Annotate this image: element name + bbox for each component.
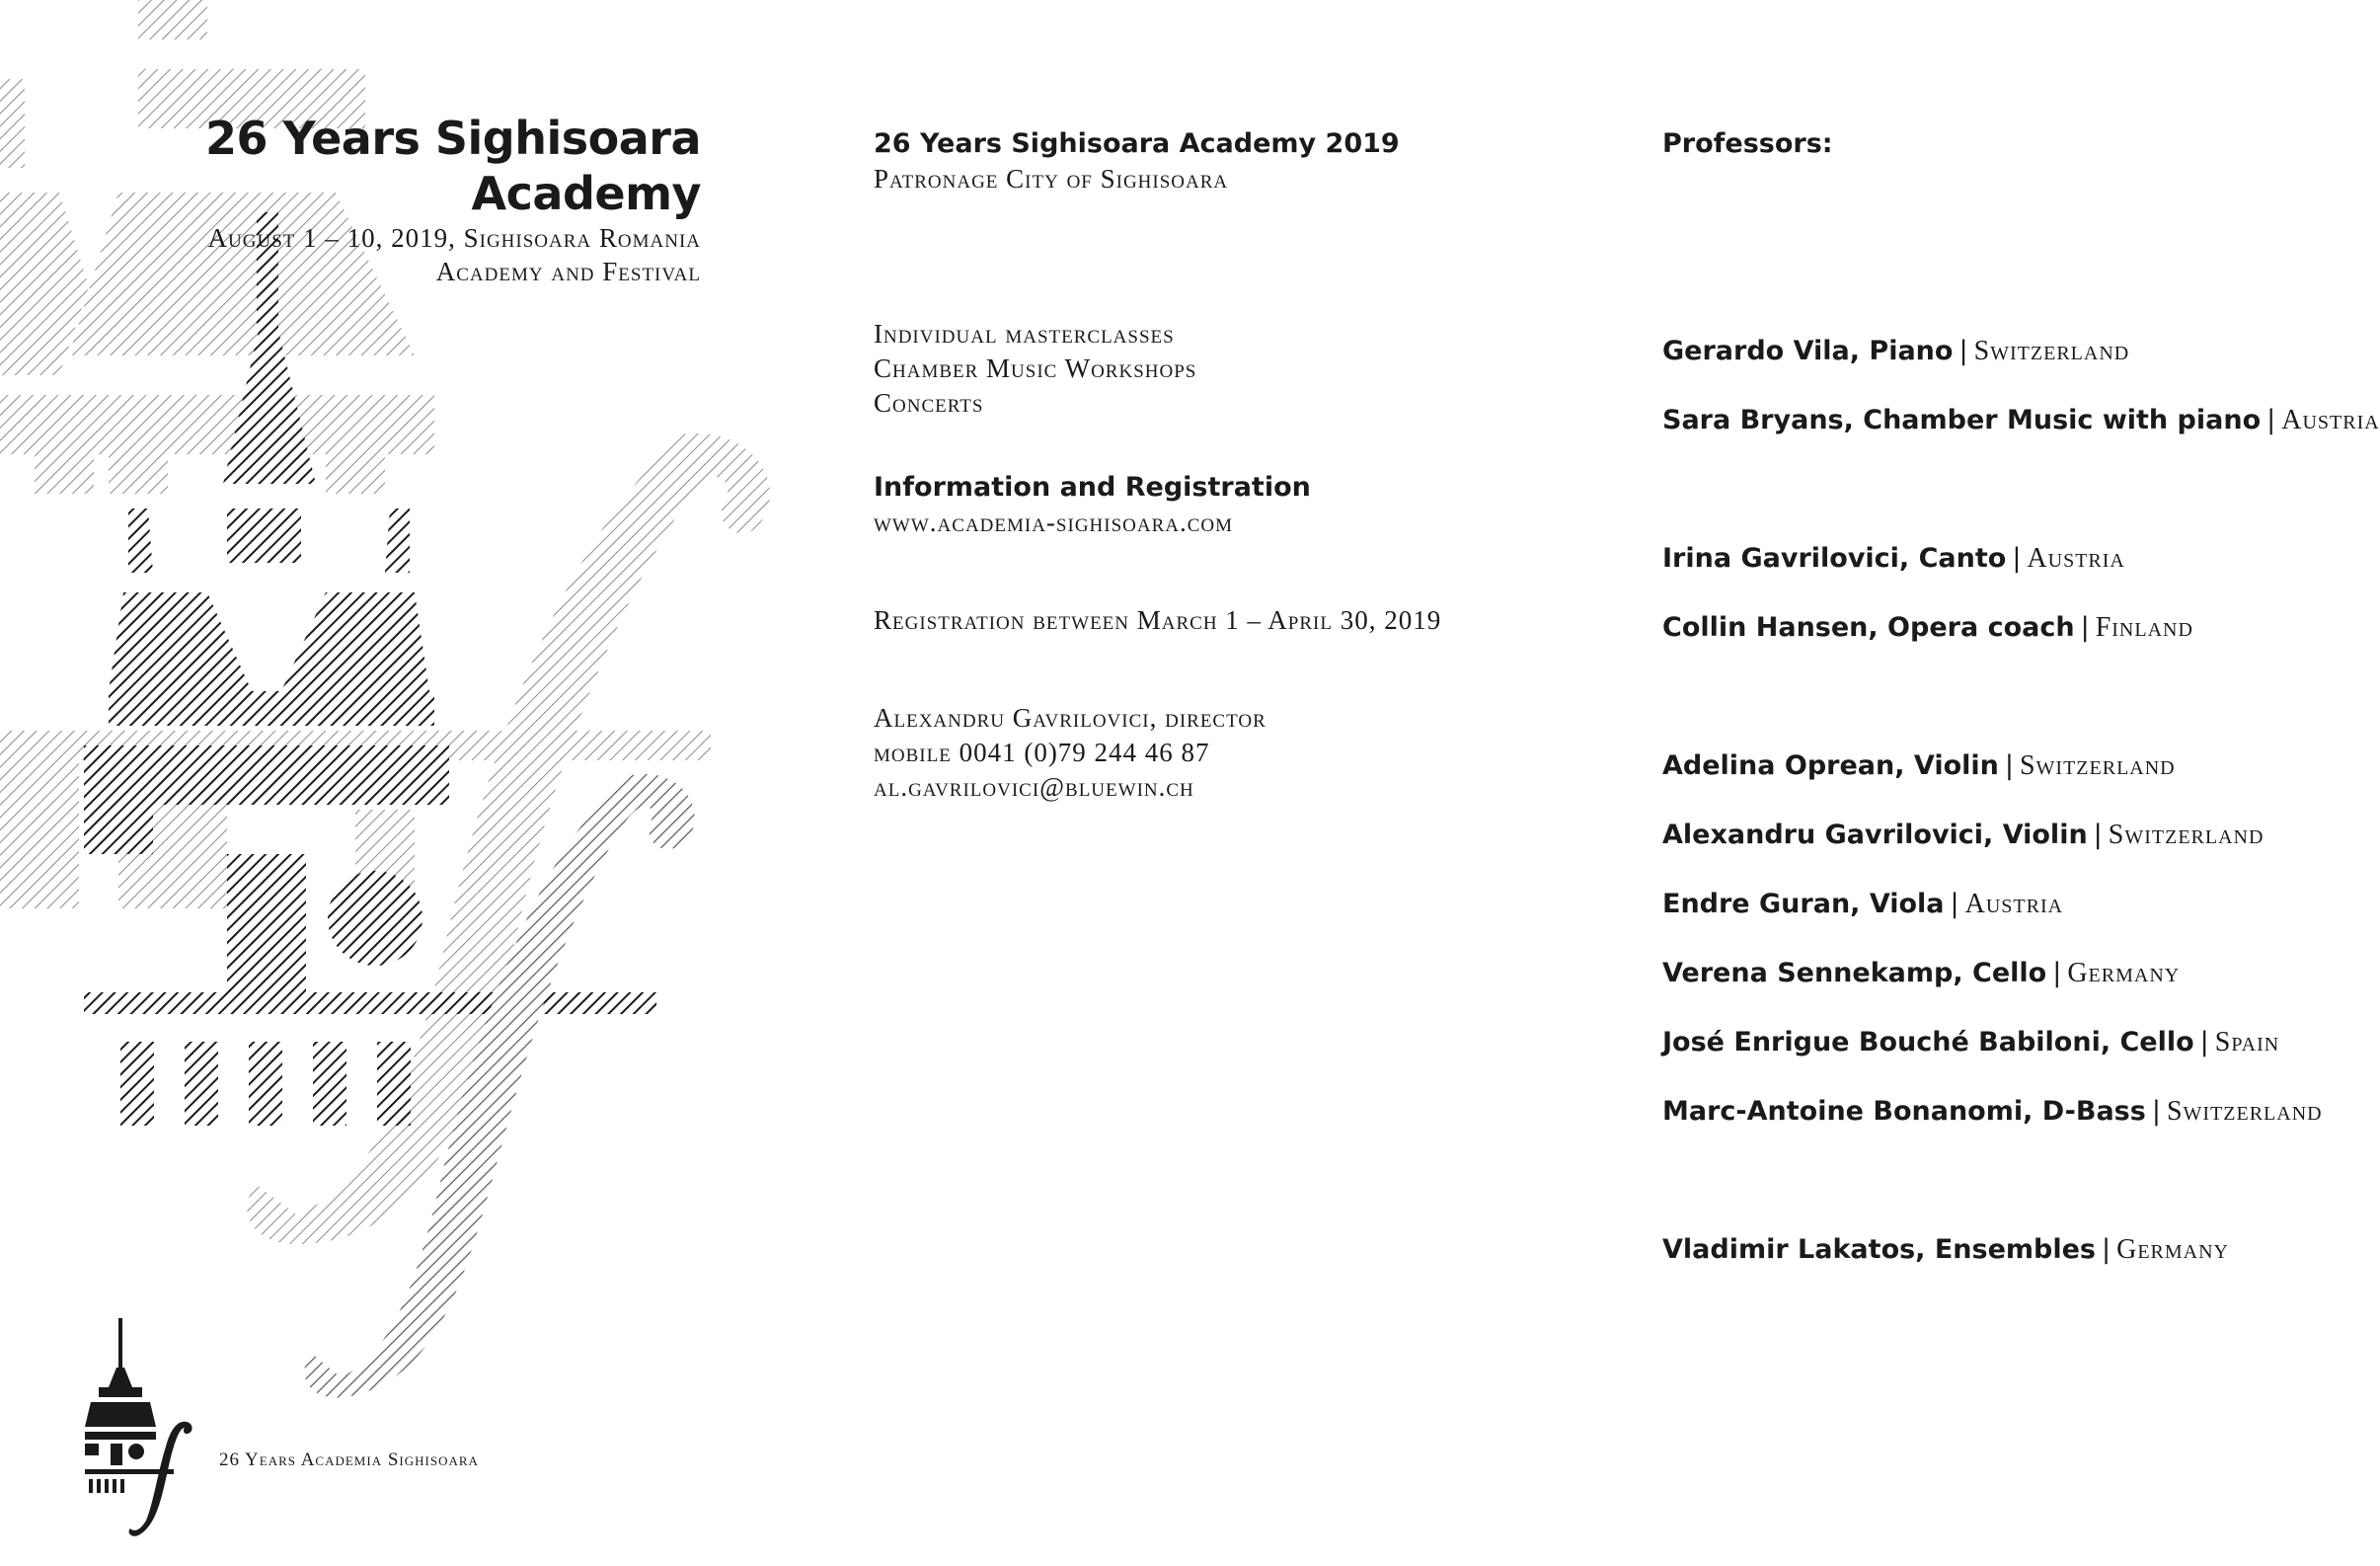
professor-country: Austria bbox=[1964, 889, 2064, 919]
logo-caption: 26 Years Academia Sighisoara bbox=[219, 1449, 479, 1470]
offering-item: Chamber Music Workshops bbox=[874, 353, 1197, 383]
academy-logo bbox=[85, 1318, 192, 1536]
patronage: Patronage City of Sighisoara bbox=[874, 164, 1229, 194]
professor-name: Endre Guran, Viola bbox=[1662, 889, 1945, 919]
poster-tagline: Academy and Festival bbox=[435, 257, 701, 286]
professor-name: Gerardo Vila, Piano bbox=[1662, 336, 1954, 366]
professor-entry: Verena Sennekamp, Cello | Germany bbox=[1662, 958, 2181, 988]
info-column bbox=[874, 126, 1565, 805]
offering-item: Concerts bbox=[874, 388, 984, 418]
poster-title-block bbox=[59, 111, 701, 288]
website-link[interactable]: www.academia-sighisoara.com bbox=[874, 508, 1234, 537]
professor-country: Germany bbox=[2067, 958, 2181, 988]
professors-column bbox=[1662, 126, 2334, 162]
professor-name: Sara Bryans, Chamber Music with piano bbox=[1662, 405, 2262, 435]
professor-entry: Irina Gavrilovici, Canto | Austria bbox=[1662, 543, 2125, 574]
professor-country: Austria bbox=[2281, 405, 2380, 435]
professor-entry: Alexandru Gavrilovici, Violin | Switzerland bbox=[1662, 820, 2265, 850]
professor-country: Spain bbox=[2214, 1027, 2280, 1057]
professor-country: Finland bbox=[2095, 612, 2193, 643]
professor-country: Austria bbox=[2027, 543, 2125, 574]
offering-item: Individual masterclasses bbox=[874, 319, 1175, 349]
professor-entry: Marc-Antoine Bonanomi, D-Bass | Switzerland bbox=[1662, 1096, 2323, 1127]
professor-country: Switzerland bbox=[2166, 1096, 2323, 1127]
mobile-number: mobile 0041 (0)79 244 46 87 bbox=[874, 738, 1210, 767]
poster-title: 26 Years Sighisoara Academy bbox=[204, 112, 701, 220]
director: Alexandru Gavrilovici, director bbox=[874, 703, 1267, 733]
professor-country: Germany bbox=[2116, 1234, 2229, 1265]
professor-entry: Vladimir Lakatos, Ensembles | Germany bbox=[1662, 1234, 2229, 1265]
professor-name: José Enrigue Bouché Babiloni, Cello bbox=[1662, 1027, 2194, 1057]
professor-entry: Adelina Oprean, Violin | Switzerland bbox=[1662, 750, 2176, 781]
professor-country: Switzerland bbox=[2019, 750, 2176, 781]
registration-heading: Information and Registration bbox=[874, 472, 1311, 503]
professor-country: Switzerland bbox=[2108, 820, 2265, 850]
professor-name: Irina Gavrilovici, Canto bbox=[1662, 543, 2007, 574]
professor-name: Collin Hansen, Opera coach bbox=[1662, 612, 2075, 643]
professor-entry: Endre Guran, Viola | Austria bbox=[1662, 889, 2064, 919]
professor-name: Adelina Oprean, Violin bbox=[1662, 750, 1999, 781]
info-heading: 26 Years Sighisoara Academy 2019 bbox=[874, 128, 1400, 159]
professor-name: Verena Sennekamp, Cello bbox=[1662, 958, 2047, 988]
professor-name: Vladimir Lakatos, Ensembles bbox=[1662, 1234, 2096, 1265]
registration-period: Registration between March 1 – April 30, 2019 bbox=[874, 605, 1442, 635]
professor-entry: Gerardo Vila, Piano | Switzerland bbox=[1662, 336, 2130, 366]
professor-name: Marc-Antoine Bonanomi, D-Bass bbox=[1662, 1096, 2146, 1127]
professor-name: Alexandru Gavrilovici, Violin bbox=[1662, 820, 2088, 850]
professor-entry: Sara Bryans, Chamber Music with piano | Austria bbox=[1662, 405, 2380, 435]
professors-heading: Professors: bbox=[1662, 128, 1833, 159]
professor-entry: José Enrigue Bouché Babiloni, Cello | Spain bbox=[1662, 1027, 2280, 1057]
professor-country: Switzerland bbox=[1973, 336, 2130, 366]
professor-entry: Collin Hansen, Opera coach | Finland bbox=[1662, 612, 2193, 643]
poster-dates: August 1 – 10, 2019, Sighisoara Romania bbox=[207, 223, 701, 253]
email-link[interactable]: al.gavrilovici@bluewin.ch bbox=[874, 772, 1194, 802]
